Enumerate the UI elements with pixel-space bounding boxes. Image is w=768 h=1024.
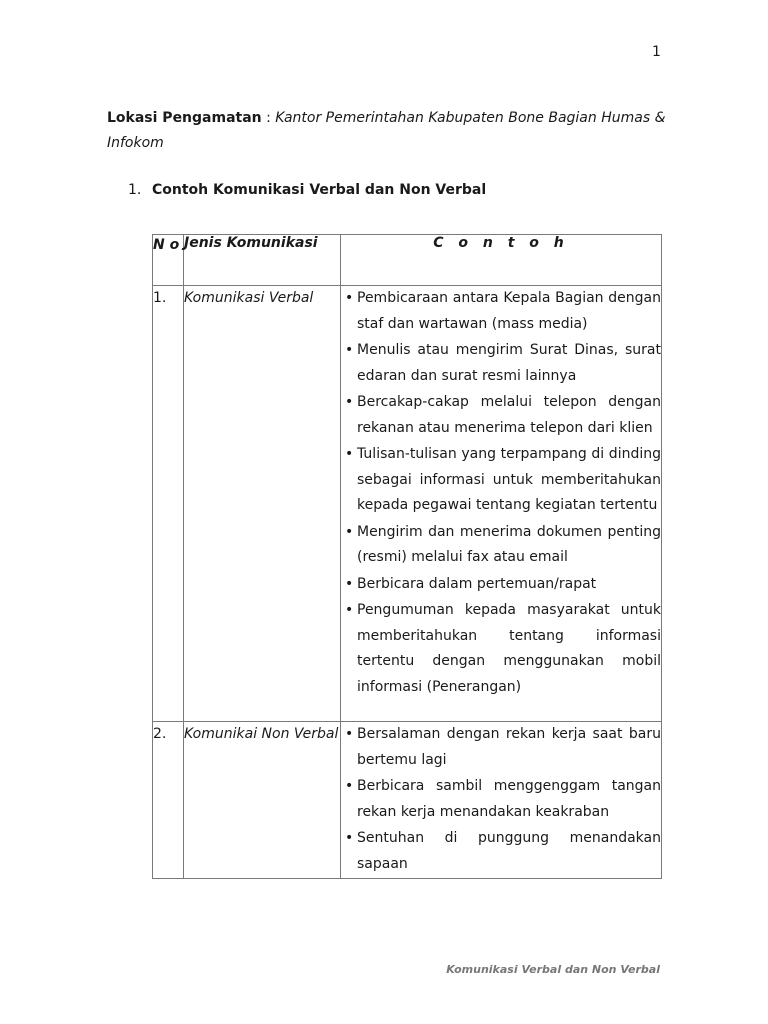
communication-table: [152, 234, 662, 879]
table-row: [153, 722, 662, 879]
section-number: 1.: [128, 182, 142, 198]
list-item: • Menulis atau mengirim Surat Dinas, surat edaran dan surat resmi lainnya: [341, 338, 661, 389]
list-item: • Pembicaraan antara Kepala Bagian dengan staf dan wartawan (mass media): [341, 286, 661, 337]
list-item: • Bercakap-cakap melalui telepon dengan rekanan atau menerima telepon dari klien: [341, 390, 661, 441]
header-no: N o: [153, 235, 184, 286]
table-row: [153, 286, 662, 722]
table-header-row: [153, 235, 662, 286]
location-value: Kantor Pemerintahan Kabupaten Bone Bagian Humas & Infokom: [107, 110, 666, 151]
list-item: • Mengirim dan menerima dokumen penting (resmi) melalui fax atau email: [341, 520, 661, 571]
row-number: 2.: [153, 722, 184, 879]
list-item: • Berbicara sambil menggenggam tangan rekan kerja menandakan keakraban: [341, 774, 661, 825]
list-item: • Tulisan-tulisan yang terpampang di dinding sebagai informasi untuk memberitahukan kepada pegawai tentang kegiatan tertentu: [341, 442, 661, 519]
list-item: • Bersalaman dengan rekan kerja saat baru bertemu lagi: [341, 722, 661, 773]
example-list: [341, 722, 661, 877]
page-number: 1: [652, 44, 661, 60]
page-footer: Komunikasi Verbal dan Non Verbal: [446, 963, 660, 976]
row-number: 1.: [153, 286, 184, 722]
location-label: Lokasi Pengamatan: [107, 110, 262, 126]
example-list: [341, 286, 661, 700]
list-item: • Sentuhan di punggung menandakan sapaan: [341, 826, 661, 877]
location-separator: :: [261, 110, 276, 126]
row-type: Komunikai Non Verbal: [184, 722, 341, 879]
list-item: • Berbicara dalam pertemuan/rapat: [341, 572, 661, 598]
row-examples: [341, 722, 662, 879]
header-contoh: C o n t o h: [341, 235, 662, 286]
location-line: [107, 106, 667, 156]
section-heading: [128, 182, 486, 198]
list-item: • Pengumuman kepada masyarakat untuk memberitahukan tentang informasi tertentu dengan menggunakan mobil informasi (Penerangan): [341, 598, 661, 700]
row-examples: [341, 286, 662, 722]
header-jenis: Jenis Komunikasi: [184, 235, 341, 286]
section-title: Contoh Komunikasi Verbal dan Non Verbal: [152, 182, 487, 198]
row-type: Komunikasi Verbal: [184, 286, 341, 722]
